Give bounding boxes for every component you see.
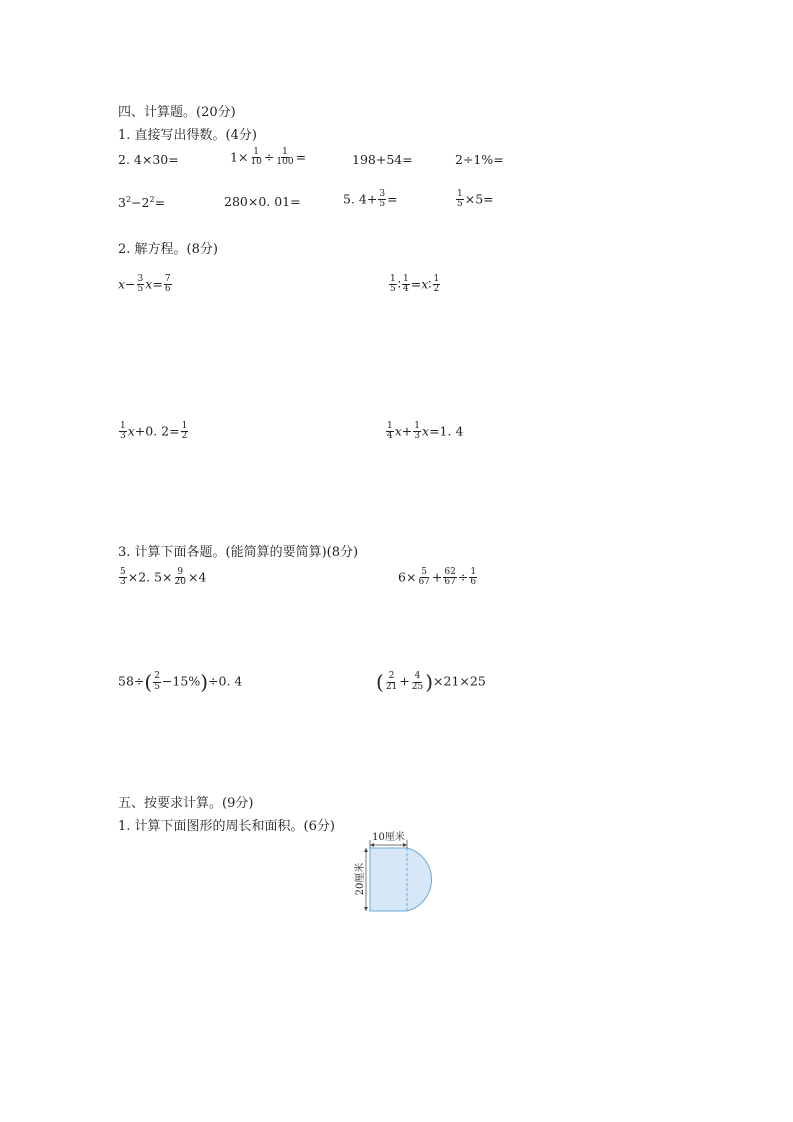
height-arrow-bottom — [364, 907, 368, 911]
q2-title: 2. 解方程。(8分) — [118, 242, 218, 257]
q3-calc-3: 58÷( $\frac{2}{5}$ −15%)÷0. 4 — [118, 670, 243, 694]
shape-figure — [352, 828, 452, 914]
q1-expr-4: 2÷1%= — [455, 152, 504, 167]
height-label: 20厘米 — [355, 862, 366, 896]
q3-calc-1: $\frac{5}{3}$ ×2. 5× $\frac{9}{20}$ ×4 — [120, 567, 207, 588]
width-arrow-left — [370, 843, 374, 847]
q1-expr-6: 280×0. 01= — [224, 194, 301, 209]
q3-calc-4: ( $\frac{2}{21}$ + $\frac{4}{25}$ )×21×25 — [376, 670, 486, 694]
q1-expr-2: 1× $\frac{1}{10}$ ÷ $\frac{1}{100}$ = — [230, 147, 307, 168]
width-label: 10厘米 — [372, 832, 405, 843]
q1-title: 1. 直接写出得数。(4分) — [118, 128, 257, 143]
q2-equation-3: $\frac{1}{3}$ x+0. 2= $\frac{1}{2}$ — [120, 421, 188, 442]
q1-expr-1: 2. 4×30= — [118, 152, 179, 167]
q1-expr-7: 5. 4+ $\frac{3}{5}$ = — [343, 189, 398, 210]
q1-expr-8: $\frac{1}{5}$ ×5= — [457, 189, 494, 210]
q2-equation-1: x− $\frac{3}{5}$ x= $\frac{7}{6}$ — [118, 274, 171, 295]
section5-q1-title: 1. 计算下面图形的周长和面积。(6分) — [118, 819, 335, 834]
q2-equation-2: $\frac{1}{5}$ ∶ $\frac{1}{4}$ =x∶ $\frac{1}{2}$ — [390, 274, 440, 295]
q3-calc-2: 6× $\frac{5}{67}$ + $\frac{62}{67}$ ÷ $\frac{1}{6}$ — [398, 567, 477, 588]
width-arrow-right — [403, 843, 407, 847]
q1-expr-3: 198+54= — [352, 152, 413, 167]
rectangle-semicircle-shape — [370, 848, 432, 911]
height-arrow-top — [364, 848, 368, 852]
q1-expr-5: $3^2-2^2=$ — [118, 195, 166, 211]
section-4-title: 四、计算题。(20分) — [118, 105, 236, 120]
q3-title: 3. 计算下面各题。(能简算的要简算)(8分) — [118, 545, 359, 560]
section-5-title: 五、按要求计算。(9分) — [118, 796, 254, 811]
q2-equation-4: $\frac{1}{4}$ x+ $\frac{1}{3}$ x=1. 4 — [387, 421, 464, 442]
